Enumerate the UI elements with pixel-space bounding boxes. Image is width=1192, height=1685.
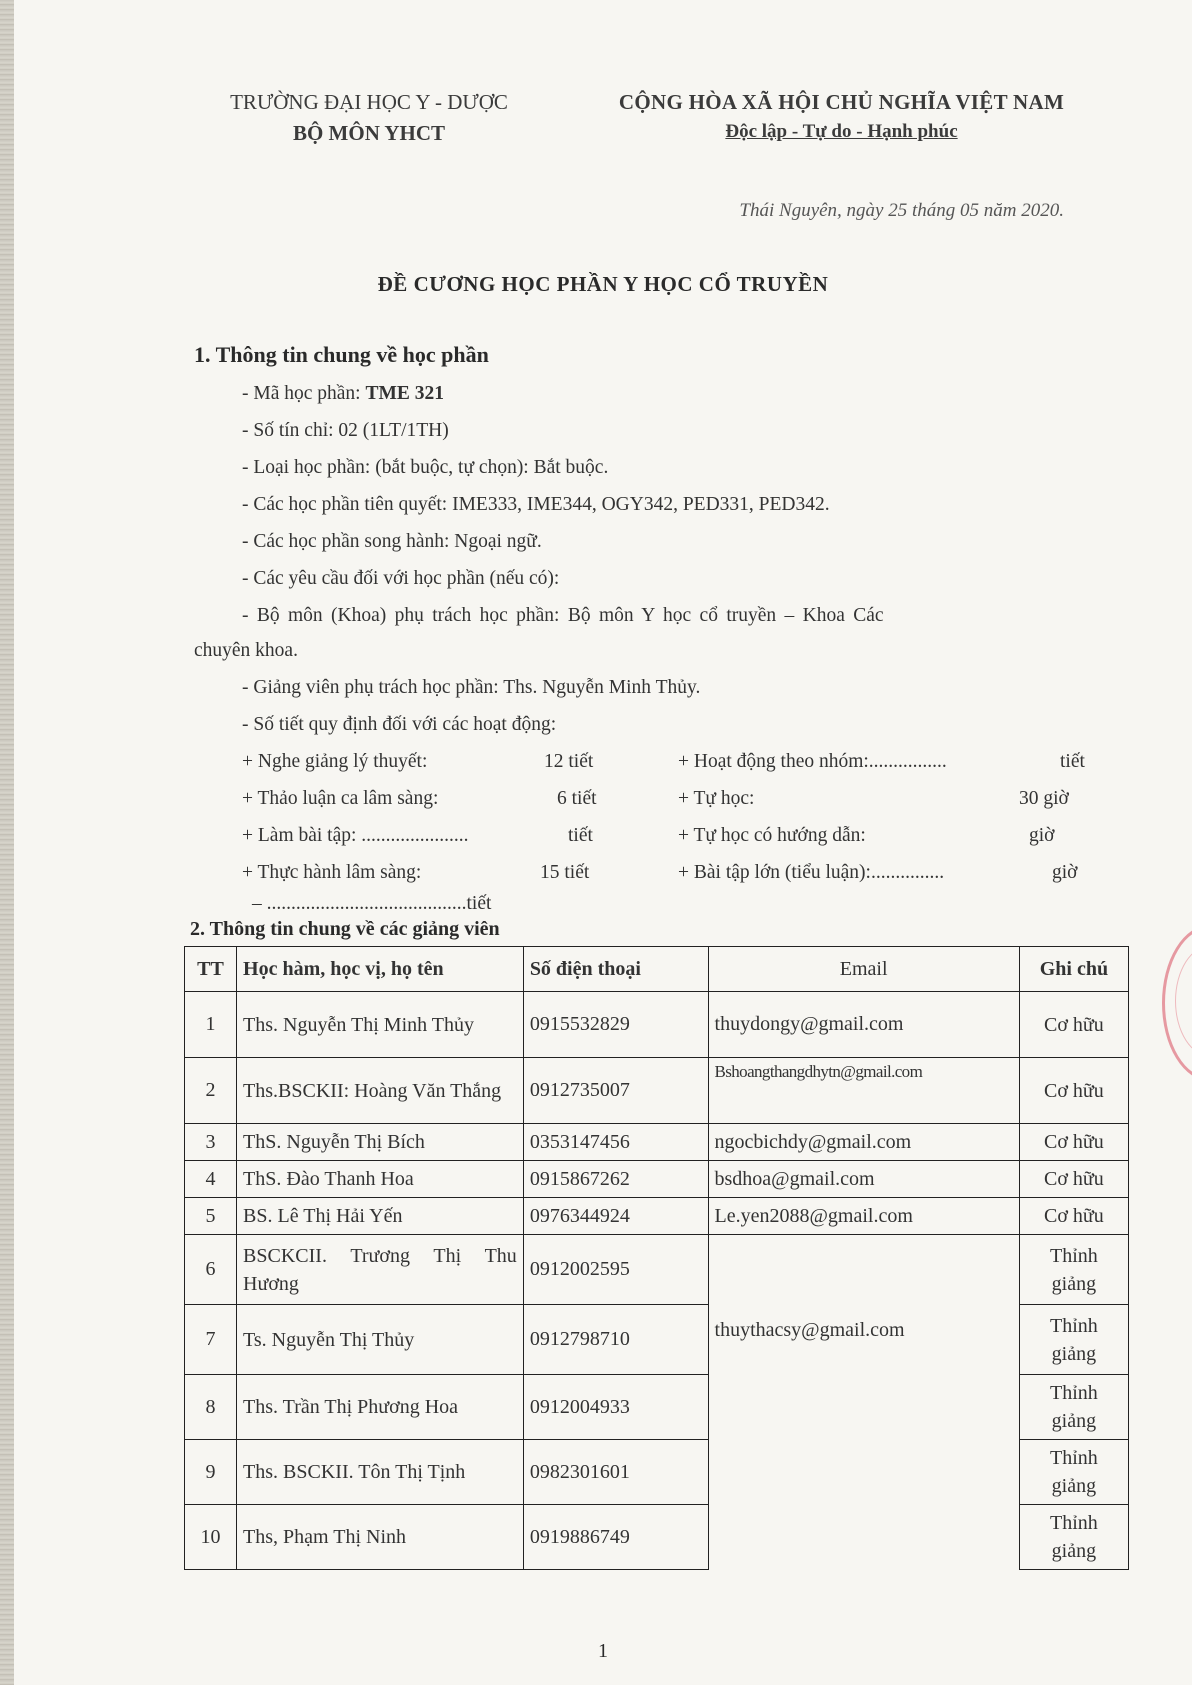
lecturer-phone: 0976344924: [523, 1198, 708, 1235]
lecturer-note: Cơ hữu: [1019, 1124, 1128, 1161]
table-row: [185, 992, 1129, 1058]
lecturer-note: Thỉnh giảng: [1019, 1375, 1128, 1440]
lecturer-email: thuythacsy@gmail.com: [708, 1235, 1019, 1570]
course-type-line: - Loại học phần: (bắt buộc, tự chọn): Bắt buộc.: [242, 457, 609, 478]
table-row: [185, 1058, 1129, 1124]
course-code-label: - Mã học phần:: [242, 383, 366, 404]
institution-header: [179, 90, 559, 146]
lecturer-note: Thỉnh giảng: [1019, 1305, 1128, 1375]
prerequisite-line: - Các học phần tiên quyết: IME333, IME344, OGY342, PED331, PED342.: [242, 494, 830, 515]
lecturer-note: Thỉnh giảng: [1019, 1235, 1128, 1305]
lecturer-email: bsdhoa@gmail.com: [708, 1161, 1019, 1198]
lecturer-phone: 0912798710: [523, 1305, 708, 1375]
hours-intro-line: - Số tiết quy định đối với các hoạt động:: [242, 714, 557, 735]
activity-right-value: giờ: [1029, 825, 1055, 846]
row-number: 8: [185, 1375, 237, 1440]
activity-left-label: + Làm bài tập: ......................: [242, 825, 469, 846]
lecturer-phone: 0915867262: [523, 1161, 708, 1198]
scan-edge: [0, 0, 14, 1685]
lecturer-phone: 0912002595: [523, 1235, 708, 1305]
lecturer-name: Ts. Nguyễn Thị Thủy: [237, 1305, 524, 1375]
lecturer-note: Cơ hữu: [1019, 992, 1128, 1058]
row-number: 3: [185, 1124, 237, 1161]
lecturer-note: Thỉnh giảng: [1019, 1440, 1128, 1505]
activity-left-value: 12 tiết: [544, 751, 594, 772]
page-number: 1: [598, 1640, 608, 1662]
lecturer-note: Thỉnh giảng: [1019, 1505, 1128, 1570]
document-page: [14, 0, 1192, 1685]
lecturer-email: ngocbichdy@gmail.com: [708, 1124, 1019, 1161]
lecturer-phone: 0982301601: [523, 1440, 708, 1505]
activity-right-label: + Tự học:: [678, 788, 755, 809]
col-header-phone: Số điện thoại: [523, 947, 708, 992]
lecturer-phone: 0915532829: [523, 992, 708, 1058]
lecturer-name: Ths, Phạm Thị Ninh: [237, 1505, 524, 1570]
activity-left-label: + Thảo luận ca lâm sàng:: [242, 788, 439, 809]
row-number: 7: [185, 1305, 237, 1375]
table-row: [185, 1235, 1129, 1305]
lecturer-name: Ths.BSCKII: Hoàng Văn Thắng: [237, 1058, 524, 1124]
lecturer-name: Ths. Trần Thị Phương Hoa: [237, 1375, 524, 1440]
lecturer-phone: 0353147456: [523, 1124, 708, 1161]
lecturer-line: - Giảng viên phụ trách học phần: Ths. Nguyễn Minh Thủy.: [242, 677, 701, 698]
row-number: 10: [185, 1505, 237, 1570]
lecturer-name: Ths. BSCKII. Tôn Thị Tịnh: [237, 1440, 524, 1505]
table-row: [185, 1124, 1129, 1161]
activity-right-label: + Tự học có hướng dẫn:: [678, 825, 866, 846]
department-line-cont: chuyên khoa.: [194, 640, 298, 661]
lecturer-name: ThS. Nguyễn Thị Bích: [237, 1124, 524, 1161]
section1-heading: 1. Thông tin chung về học phần: [194, 342, 489, 367]
activity-left-label: + Thực hành lâm sàng:: [242, 862, 422, 883]
lecturer-note: Cơ hữu: [1019, 1198, 1128, 1235]
course-code-value: TME 321: [365, 383, 445, 404]
lecturer-phone: 0912004933: [523, 1375, 708, 1440]
row-number: 1: [185, 992, 237, 1058]
lecturer-note: Cơ hữu: [1019, 1058, 1128, 1124]
country-name: CỘNG HÒA XÃ HỘI CHỦ NGHĨA VIỆT NAM: [618, 90, 1065, 114]
activity-left-value: 15 tiết: [540, 862, 590, 883]
national-motto: Độc lập - Tự do - Hạnh phúc: [725, 121, 958, 142]
activity-right-label: + Hoạt động theo nhóm:................: [678, 751, 947, 772]
row-number: 9: [185, 1440, 237, 1505]
col-header-note: Ghi chú: [1019, 947, 1128, 992]
department-line: - Bộ môn (Khoa) phụ trách học phần: Bộ môn Y học cổ truyền – Khoa Các: [242, 605, 884, 626]
lecturer-name: ThS. Đào Thanh Hoa: [237, 1161, 524, 1198]
lecturer-phone: 0912735007: [523, 1058, 708, 1124]
col-header-name: Học hàm, học vị, họ tên: [237, 947, 524, 992]
activity-right-value: 30 giờ: [1019, 788, 1069, 809]
document-date: Thái Nguyên, ngày 25 tháng 05 năm 2020.: [739, 200, 1064, 221]
university-name: TRƯỜNG ĐẠI HỌC Y - DƯỢC: [230, 90, 508, 114]
lecturer-name: BSCKCII. Trương Thị Thu Hương: [237, 1235, 524, 1305]
table-header-row: [185, 947, 1129, 992]
lecturer-note: Cơ hữu: [1019, 1161, 1128, 1198]
activity-right-value: giờ: [1052, 862, 1078, 883]
lecturer-email: thuydongy@gmail.com: [708, 992, 1019, 1058]
section2-heading: 2. Thông tin chung về các giảng viên: [190, 918, 500, 940]
col-header-tt: TT: [185, 947, 237, 992]
table-row: [185, 1161, 1129, 1198]
row-number: 2: [185, 1058, 237, 1124]
activity-right-label: + Bài tập lớn (tiểu luận):...............: [678, 862, 945, 883]
activity-left-value: tiết: [568, 825, 593, 846]
row-number: 5: [185, 1198, 237, 1235]
national-header: [569, 90, 1114, 143]
activity-left-label: + Nghe giảng lý thuyết:: [242, 751, 428, 772]
activity-right-value: tiết: [1060, 751, 1085, 772]
credits-line: - Số tín chỉ: 02 (1LT/1TH): [242, 420, 449, 441]
extra-activity-line: – .........................................tiết: [252, 893, 492, 914]
lecturer-phone: 0919886749: [523, 1505, 708, 1570]
row-number: 6: [185, 1235, 237, 1305]
lecturer-name: BS. Lê Thị Hải Yến: [237, 1198, 524, 1235]
department-name: BỘ MÔN YHCT: [292, 121, 446, 145]
lecturer-email: Le.yen2088@gmail.com: [708, 1198, 1019, 1235]
document-title: ĐỀ CƯƠNG HỌC PHẦN Y HỌC CỔ TRUYỀN: [377, 272, 829, 296]
row-number: 4: [185, 1161, 237, 1198]
lecturer-table: [184, 946, 1129, 1570]
parallel-line: - Các học phần song hành: Ngoại ngữ.: [242, 531, 542, 552]
col-header-email: Email: [708, 947, 1019, 992]
lecturer-email: Bshoangthangdhytn@gmail.com: [708, 1058, 1019, 1124]
course-code-line: [242, 383, 444, 405]
table-row: [185, 1198, 1129, 1235]
requirements-line: - Các yêu cầu đối với học phần (nếu có):: [242, 568, 560, 589]
activity-left-value: 6 tiết: [557, 788, 597, 809]
lecturer-name: Ths. Nguyễn Thị Minh Thủy: [237, 992, 524, 1058]
